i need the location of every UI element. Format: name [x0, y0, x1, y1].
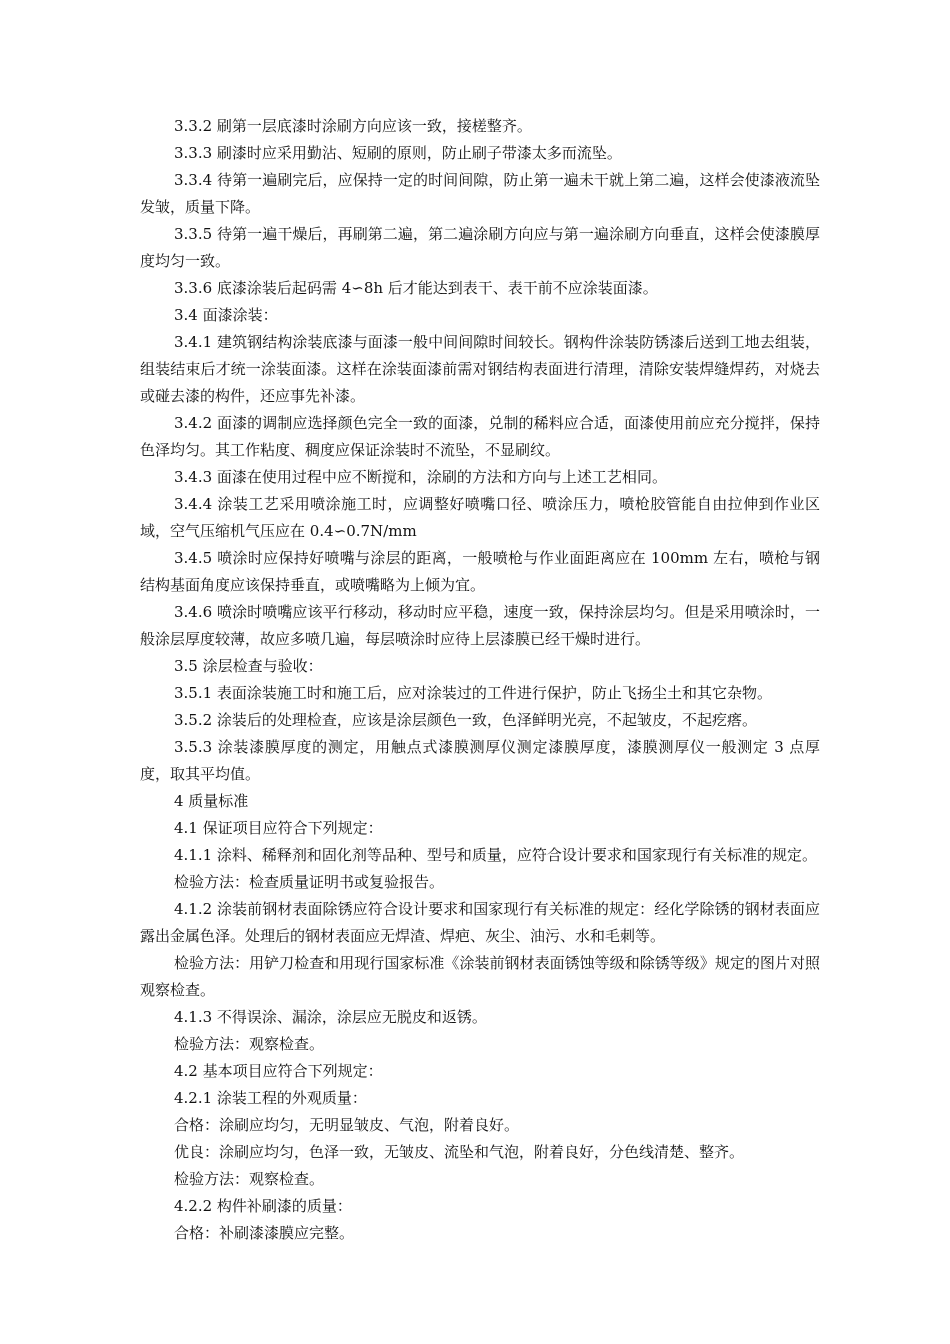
paragraph-4-2-1: 4.2.1 涂装工程的外观质量：	[174, 1089, 367, 1107]
paragraph-3-4-1: 3.4.1 建筑钢结构涂装底漆与面漆一般中间间隙时间较长。钢构件涂装防锈漆后送到工地去组装，组装结束后才统一涂装面漆。这样在涂装面漆前需对钢结构表面进行清理，清除安装焊缝焊药，对烧去或碰去漆的构件，还应事先补漆。	[140, 333, 820, 405]
document-page	[140, 113, 820, 1247]
heading-4-1: 4.1 保证项目应符合下列规定：	[174, 819, 383, 837]
paragraph-3-4-4: 3.4.4 涂装工艺采用喷涂施工时，应调整好喷嘴口径、喷涂压力，喷枪胶管能自由拉伸到作业区域，空气压缩机气压应在 0.4∽0.7N/mm	[140, 495, 820, 540]
paragraph-4-1-1: 4.1.1 涂料、稀释剂和固化剂等品种、型号和质量，应符合设计要求和国家现行有关标准的规定。	[174, 846, 817, 864]
paragraph-4-2-2: 4.2.2 构件补刷漆的质量：	[174, 1197, 352, 1215]
heading-3-5: 3.5 涂层检查与验收：	[174, 657, 323, 675]
paragraph-3-5-1: 3.5.1 表面涂装施工时和施工后，应对涂装过的工件进行保护，防止飞扬尘土和其它杂物。	[174, 684, 772, 702]
paragraph-3-3-4: 3.3.4 待第一遍刷完后，应保持一定的时间间隙，防止第一遍未干就上第二遍，这样会使漆液流坠发皱，质量下降。	[140, 171, 820, 216]
inspection-method-4-1-2: 检验方法：用铲刀检查和用现行国家标准《涂装前钢材表面锈蚀等级和除锈等级》规定的图片对照观察检查。	[140, 954, 820, 999]
inspection-method-4-2-1: 检验方法：观察检查。	[174, 1170, 325, 1188]
paragraph-4-1-2: 4.1.2 涂装前钢材表面除锈应符合设计要求和国家现行有关标准的规定：经化学除锈的钢材表面应露出金属色泽。处理后的钢材表面应无焊渣、焊疤、灰尘、油污、水和毛刺等。	[140, 900, 820, 945]
heading-4: 4 质量标准	[174, 792, 249, 810]
inspection-method-4-1-3: 检验方法：观察检查。	[174, 1035, 325, 1053]
paragraph-3-3-5: 3.3.5 待第一遍干燥后，再刷第二遍，第二遍涂刷方向应与第一遍涂刷方向垂直，这样会使漆膜厚度均匀一致。	[140, 225, 820, 270]
heading-4-2: 4.2 基本项目应符合下列规定：	[174, 1062, 383, 1080]
inspection-method-4-1-1: 检验方法：检查质量证明书或复验报告。	[174, 873, 445, 891]
paragraph-3-4-6: 3.4.6 喷涂时喷嘴应该平行移动，移动时应平稳，速度一致，保持涂层均匀。但是采用喷涂时，一般涂层厚度较薄，故应多喷几遍，每层喷涂时应待上层漆膜已经干燥时进行。	[140, 603, 820, 648]
heading-3-4: 3.4 面漆涂装：	[174, 306, 278, 324]
paragraph-3-4-5: 3.4.5 喷涂时应保持好喷嘴与涂层的距离，一般喷枪与作业面距离应在 100mm 左右，喷枪与钢结构基面角度应该保持垂直，或喷嘴略为上倾为宜。	[140, 549, 820, 594]
excellent-4-2-1: 优良：涂刷应均匀，色泽一致，无皱皮、流坠和气泡，附着良好，分色线清楚、整齐。	[174, 1143, 745, 1161]
paragraph-4-1-3: 4.1.3 不得误涂、漏涂，涂层应无脱皮和返锈。	[174, 1008, 487, 1026]
qualified-4-2-1: 合格：涂刷应均匀，无明显皱皮、气泡，附着良好。	[174, 1116, 520, 1134]
paragraph-3-3-2: 3.3.2 刷第一层底漆时涂刷方向应该一致，接槎整齐。	[174, 117, 532, 135]
qualified-4-2-2: 合格：补刷漆漆膜应完整。	[174, 1224, 355, 1242]
paragraph-3-5-3: 3.5.3 涂装漆膜厚度的测定，用触点式漆膜测厚仪测定漆膜厚度，漆膜测厚仪一般测定 3 点厚度，取其平均值。	[140, 738, 820, 783]
paragraph-3-3-3: 3.3.3 刷漆时应采用勤沾、短刷的原则，防止刷子带漆太多而流坠。	[174, 144, 622, 162]
paragraph-3-5-2: 3.5.2 涂装后的处理检查，应该是涂层颜色一致，色泽鲜明光亮，不起皱皮，不起疙瘩。	[174, 711, 757, 729]
paragraph-3-4-3: 3.4.3 面漆在使用过程中应不断搅和，涂刷的方法和方向与上述工艺相同。	[174, 468, 667, 486]
paragraph-3-3-6: 3.3.6 底漆涂装后起码需 4∽8h 后才能达到表干、表干前不应涂装面漆。	[174, 279, 658, 297]
paragraph-3-4-2: 3.4.2 面漆的调制应选择颜色完全一致的面漆，兑制的稀料应合适，面漆使用前应充分搅拌，保持色泽均匀。其工作粘度、稠度应保证涂装时不流坠，不显刷纹。	[140, 414, 820, 459]
